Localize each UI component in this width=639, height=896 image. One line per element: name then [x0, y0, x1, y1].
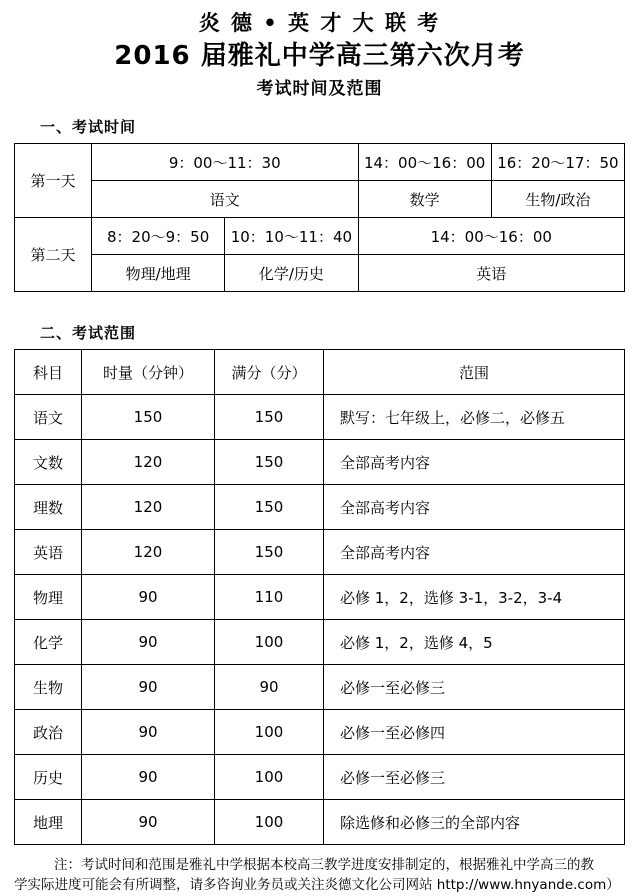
note-line-2: 学实际进度可能会有所调整，请多咨询业务员或关注炎德文化公司网站 http://www.hnyande.com）: [14, 877, 620, 894]
cell-range: 除选修和必修三的全部内容: [324, 800, 625, 845]
cell-duration: 90: [82, 800, 215, 845]
section-heading-exam-scope: 二、考试范围: [40, 324, 137, 343]
cell-duration: 90: [82, 620, 215, 665]
cell-score: 100: [215, 800, 324, 845]
header-range: 范围: [324, 350, 625, 395]
cell-score: 100: [215, 620, 324, 665]
table-row: [15, 755, 625, 800]
cell-range: 必修一至必修四: [324, 710, 625, 755]
page-title: 2016 届雅礼中学高三第六次月考: [114, 41, 525, 72]
cell-range: 必修一至必修三: [324, 665, 625, 710]
cell-duration: 90: [82, 665, 215, 710]
table-row: [15, 144, 625, 181]
cell-range: 必修一至必修三: [324, 755, 625, 800]
cell-duration: 90: [82, 575, 215, 620]
cell-duration: 120: [82, 530, 215, 575]
cell-range: 全部高考内容: [324, 440, 625, 485]
cell-range: 全部高考内容: [324, 485, 625, 530]
day2-subject-3: 英语: [358, 255, 625, 292]
cell-range: 必修 1，2，选修 3-1，3-2，3-4: [324, 575, 625, 620]
day2-time-2: 10：10～11：40: [225, 218, 358, 255]
header-score: 满分（分）: [215, 350, 324, 395]
day1-time-2: 14：00～16：00: [358, 144, 491, 181]
exam-schedule-table: [14, 143, 625, 292]
cell-range: 必修 1，2，选修 4，5: [324, 620, 625, 665]
cell-subject: 英语: [15, 530, 82, 575]
table-row: [15, 620, 625, 665]
cell-score: 100: [215, 710, 324, 755]
section-heading-exam-time: 一、考试时间: [40, 118, 137, 137]
table-row: [15, 800, 625, 845]
cell-score: 150: [215, 530, 324, 575]
day1-subject-1: 语文: [92, 181, 359, 218]
cell-subject: 语文: [15, 395, 82, 440]
cell-subject: 化学: [15, 620, 82, 665]
cell-duration: 90: [82, 755, 215, 800]
day2-subject-2: 化学/历史: [225, 255, 358, 292]
document-page: [0, 10, 639, 894]
table-row: [15, 395, 625, 440]
cell-duration: 150: [82, 395, 215, 440]
cell-subject: 文数: [15, 440, 82, 485]
cell-score: 90: [215, 665, 324, 710]
page-subtitle: 考试时间及范围: [256, 79, 383, 100]
cell-range: 全部高考内容: [324, 530, 625, 575]
table-row: [15, 530, 625, 575]
table-row: [15, 218, 625, 255]
table-row: [15, 575, 625, 620]
table-row: [15, 440, 625, 485]
cell-score: 150: [215, 440, 324, 485]
cell-score: 100: [215, 755, 324, 800]
cell-subject: 历史: [15, 755, 82, 800]
day1-subject-3: 生物/政治: [491, 181, 624, 218]
cell-duration: 120: [82, 485, 215, 530]
cell-subject: 理数: [15, 485, 82, 530]
spacer: [14, 292, 625, 308]
cell-subject: 生物: [15, 665, 82, 710]
cell-range: 默写：七年级上，必修二，必修五: [324, 395, 625, 440]
cell-subject: 物理: [15, 575, 82, 620]
table-row: [15, 665, 625, 710]
footer-note: [14, 855, 625, 896]
cell-score: 110: [215, 575, 324, 620]
note-line-1: 注：考试时间和范围是雅礼中学根据本校高三教学进度安排制定的，根据雅礼中学高三的教: [54, 857, 594, 874]
cell-score: 150: [215, 485, 324, 530]
day1-subject-2: 数学: [358, 181, 491, 218]
header-subject: 科目: [15, 350, 82, 395]
exam-series-title: 炎 德 • 英 才 大 联 考: [198, 11, 441, 35]
exam-scope-table: [14, 349, 625, 845]
table-row: [15, 485, 625, 530]
table-row: [15, 181, 625, 218]
table-row: [15, 255, 625, 292]
day1-time-1: 9：00～11：30: [92, 144, 359, 181]
table-header-row: [15, 350, 625, 395]
cell-duration: 90: [82, 710, 215, 755]
day2-label-cell: 第二天: [15, 218, 92, 292]
day2-time-3: 14：00～16：00: [358, 218, 625, 255]
day1-label-cell: 第一天: [15, 144, 92, 218]
table-row: [15, 710, 625, 755]
header-duration: 时量（分钟）: [82, 350, 215, 395]
day1-time-3: 16：20～17：50: [491, 144, 624, 181]
cell-subject: 地理: [15, 800, 82, 845]
cell-subject: 政治: [15, 710, 82, 755]
cell-duration: 120: [82, 440, 215, 485]
day2-subject-1: 物理/地理: [92, 255, 225, 292]
day2-time-1: 8：20～9：50: [92, 218, 225, 255]
cell-score: 150: [215, 395, 324, 440]
